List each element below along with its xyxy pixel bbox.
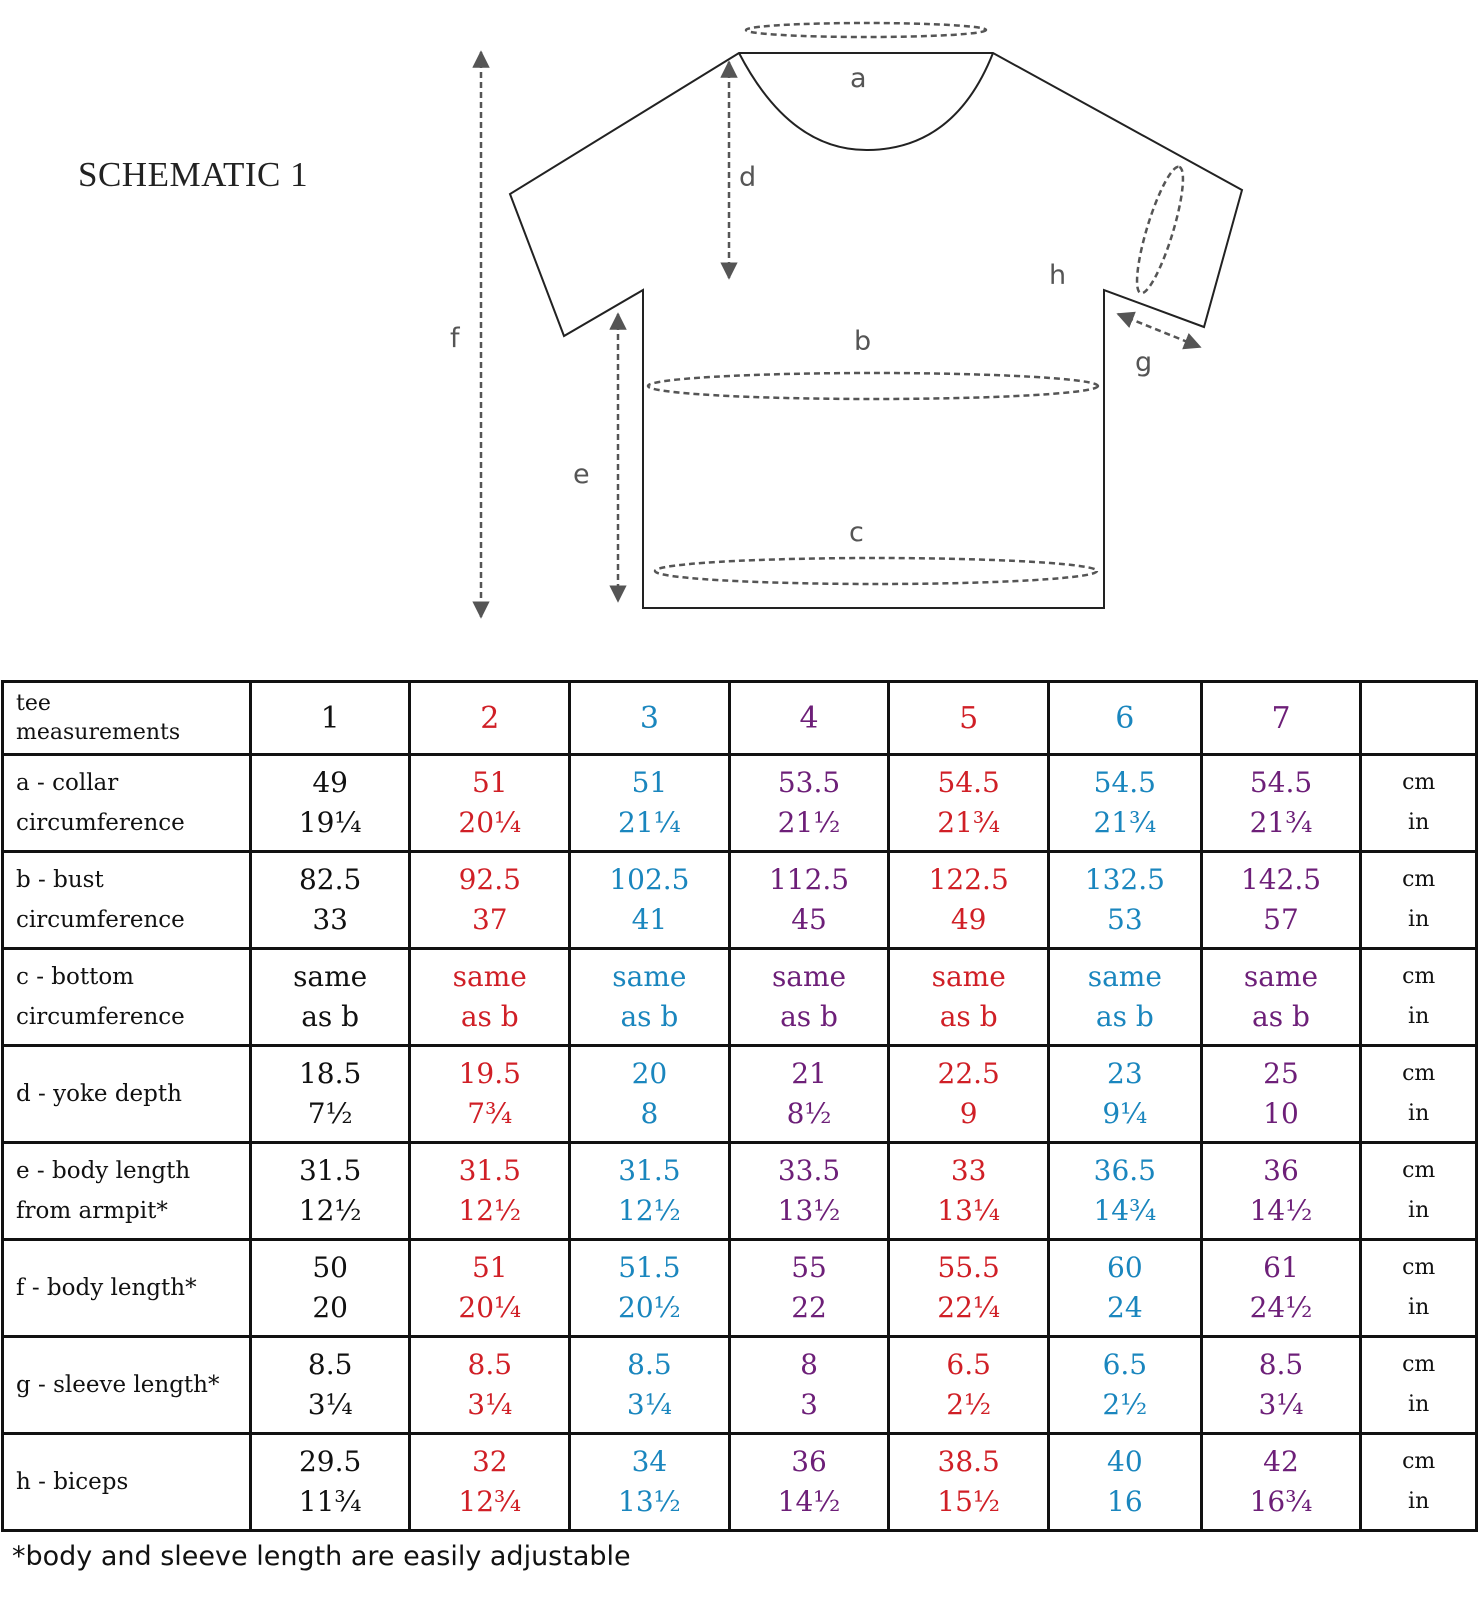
value-cell-size-7	[1201, 1240, 1361, 1337]
value-cell-size-4	[729, 852, 889, 949]
unit-cm: cm	[1402, 867, 1436, 892]
unit-in: in	[1408, 1004, 1430, 1029]
unit-cm: cm	[1402, 1158, 1436, 1183]
value-cell-size-1	[250, 755, 410, 852]
row-label-cell	[3, 1240, 251, 1337]
table-row	[3, 852, 1477, 949]
cm-value: 20	[631, 1057, 668, 1090]
unit-in: in	[1408, 907, 1430, 932]
value-cell-size-6	[1049, 1434, 1202, 1531]
value-cell-size-7	[1201, 755, 1361, 852]
cm-value: 36	[1263, 1154, 1299, 1187]
size-header-2	[410, 682, 570, 755]
in-value: 13¼	[937, 1194, 1001, 1227]
in-value: 21¼	[618, 806, 681, 839]
in-value: 20	[312, 1291, 348, 1324]
in-value: 3¼	[307, 1388, 353, 1421]
value-cell-size-1	[250, 1434, 410, 1531]
value-cell-size-4	[729, 1337, 889, 1434]
row-label-cell	[3, 755, 251, 852]
in-value: 14½	[777, 1485, 841, 1518]
cm-value: 42	[1263, 1445, 1299, 1478]
tee-outline	[510, 53, 1242, 608]
value-cell-size-6	[1049, 1240, 1202, 1337]
value-cell-size-4	[729, 949, 889, 1046]
cm-value: 31.5	[618, 1154, 681, 1187]
cm-value: 92.5	[458, 863, 521, 896]
row-label-line: circumference	[16, 810, 185, 836]
value-cell-size-3	[570, 1434, 730, 1531]
row-label-line: b - bust	[16, 867, 104, 893]
value-cell-size-2	[410, 852, 570, 949]
cm-value: 31.5	[298, 1154, 362, 1187]
cm-value: 8	[800, 1348, 818, 1381]
in-value: 2½	[946, 1388, 992, 1421]
in-value: 57	[1263, 903, 1299, 936]
units-header-cell	[1361, 682, 1477, 755]
in-value: as b	[1252, 1000, 1310, 1033]
cm-value: 25	[1263, 1057, 1299, 1090]
unit-in: in	[1408, 1489, 1430, 1514]
value-cell-size-7	[1201, 949, 1361, 1046]
value-cell-size-2	[410, 1143, 570, 1240]
row-label-line: a - collar	[16, 770, 119, 796]
in-value: 12½	[618, 1194, 681, 1227]
size-header-3	[570, 682, 730, 755]
value-cell-size-7	[1201, 1046, 1361, 1143]
table-row	[3, 1143, 1477, 1240]
in-value: 9	[959, 1097, 978, 1130]
cm-value: same	[1243, 960, 1319, 993]
cm-value: 38.5	[937, 1445, 1000, 1478]
label-e: e	[573, 459, 590, 490]
value-cell-size-6	[1049, 852, 1202, 949]
cm-value: 142.5	[1240, 863, 1322, 896]
in-value: 10	[1263, 1097, 1299, 1130]
table-row	[3, 1046, 1477, 1143]
value-cell-size-6	[1049, 1143, 1202, 1240]
units-cell	[1361, 949, 1477, 1046]
value-cell-size-5	[889, 1046, 1049, 1143]
value-cell-size-6	[1049, 1337, 1202, 1434]
value-cell-size-6	[1049, 1046, 1202, 1143]
cm-value: 8.5	[1258, 1348, 1304, 1381]
in-value: 9¼	[1102, 1097, 1148, 1130]
cm-value: 36	[791, 1445, 827, 1478]
units-cell	[1361, 1240, 1477, 1337]
row-label-cell	[3, 1143, 251, 1240]
value-cell-size-5	[889, 1240, 1049, 1337]
value-cell-size-5	[889, 1337, 1049, 1434]
cm-value: 102.5	[609, 863, 690, 896]
unit-cm: cm	[1402, 770, 1436, 795]
cm-value: 60	[1107, 1251, 1143, 1284]
unit-in: in	[1408, 1392, 1430, 1417]
label-g: g	[1135, 347, 1153, 378]
size-header-5	[889, 682, 1049, 755]
bust-measure-ellipse	[648, 373, 1098, 399]
measurements-table	[1, 680, 1478, 1532]
in-value: 24	[1107, 1291, 1143, 1324]
value-cell-size-2	[410, 1434, 570, 1531]
unit-cm: cm	[1402, 964, 1436, 989]
cm-value: 61	[1263, 1251, 1299, 1284]
in-value: 3¼	[1258, 1388, 1304, 1421]
in-value: 37	[471, 903, 508, 936]
units-cell	[1361, 1434, 1477, 1531]
unit-in: in	[1408, 1295, 1430, 1320]
cm-value: same	[612, 960, 687, 993]
size-number: 1	[320, 700, 340, 736]
units-cell	[1361, 852, 1477, 949]
value-cell-size-5	[889, 1434, 1049, 1531]
value-cell-size-4	[729, 1046, 889, 1143]
row-label-line: e - body length	[16, 1158, 191, 1184]
value-cell-size-5	[889, 852, 1049, 949]
size-header-4	[729, 682, 889, 755]
schematic-title: SCHEMATIC 1	[78, 155, 309, 194]
in-value: 33	[312, 903, 348, 936]
table-row	[3, 1240, 1477, 1337]
value-cell-size-1	[250, 949, 410, 1046]
table-header-row	[3, 682, 1477, 755]
in-value: 53	[1107, 903, 1143, 936]
in-value: as b	[620, 1000, 679, 1033]
in-value: 41	[631, 903, 668, 936]
cm-value: 55.5	[937, 1251, 1000, 1284]
label-c: c	[849, 517, 864, 548]
table-row	[3, 1434, 1477, 1531]
in-value: 15½	[937, 1485, 1001, 1518]
collar-measure-ellipse	[746, 23, 986, 37]
label-a: a	[850, 63, 867, 94]
value-cell-size-3	[570, 949, 730, 1046]
in-value: as b	[939, 1000, 998, 1033]
row-label-line: h - biceps	[16, 1469, 129, 1495]
in-value: 8½	[786, 1097, 832, 1130]
cm-value: 36.5	[1093, 1154, 1156, 1187]
footnote: *body and sleeve length are easily adjustable	[12, 1541, 631, 1572]
row-label-line: g - sleeve length*	[16, 1372, 220, 1398]
row-label-cell	[3, 1434, 251, 1531]
value-cell-size-6	[1049, 949, 1202, 1046]
in-value: 49	[950, 903, 987, 936]
cm-value: 21	[791, 1057, 827, 1090]
in-value: as b	[780, 1000, 838, 1033]
in-value: 2½	[1102, 1388, 1148, 1421]
cm-value: 122.5	[928, 863, 1009, 896]
unit-in: in	[1408, 1198, 1430, 1223]
header-label-line: measurements	[16, 720, 181, 745]
value-cell-size-3	[570, 1337, 730, 1434]
table-row	[3, 755, 1477, 852]
row-label-line: d - yoke depth	[16, 1081, 182, 1107]
cm-value: 54.5	[1093, 766, 1156, 799]
cm-value: same	[1087, 960, 1162, 993]
cm-value: same	[293, 960, 368, 993]
cm-value: 54.5	[937, 766, 1000, 799]
value-cell-size-7	[1201, 1434, 1361, 1531]
cm-value: same	[771, 960, 847, 993]
size-header-6	[1049, 682, 1202, 755]
label-f: f	[450, 323, 460, 354]
cm-value: 22.5	[937, 1057, 1000, 1090]
row-label-line: c - bottom	[16, 964, 134, 990]
in-value: 20½	[618, 1291, 681, 1324]
value-cell-size-4	[729, 755, 889, 852]
units-cell	[1361, 1046, 1477, 1143]
value-cell-size-2	[410, 949, 570, 1046]
value-cell-size-3	[570, 1143, 730, 1240]
unit-cm: cm	[1402, 1061, 1436, 1086]
biceps-measure-ellipse	[1128, 163, 1191, 297]
in-value: as b	[301, 1000, 360, 1033]
label-b: b	[854, 326, 872, 357]
in-value: 12¾	[458, 1485, 522, 1518]
size-header-1	[250, 682, 410, 755]
in-value: 20¼	[458, 806, 522, 839]
cm-value: 32	[471, 1445, 508, 1478]
cm-value: same	[452, 960, 527, 993]
label-d: d	[739, 162, 757, 193]
cm-value: 82.5	[298, 863, 362, 896]
unit-in: in	[1408, 1101, 1430, 1126]
size-number: 6	[1115, 700, 1135, 736]
row-label-line: from armpit*	[16, 1198, 168, 1224]
in-value: 20¼	[458, 1291, 522, 1324]
value-cell-size-1	[250, 1240, 410, 1337]
cm-value: 132.5	[1084, 863, 1165, 896]
unit-cm: cm	[1402, 1255, 1436, 1280]
cm-value: 40	[1107, 1445, 1143, 1478]
cm-value: 8.5	[467, 1348, 513, 1381]
in-value: 24½	[1249, 1291, 1313, 1324]
sleeve-length-arrow	[1118, 314, 1200, 347]
unit-cm: cm	[1402, 1449, 1436, 1474]
in-value: 7½	[307, 1097, 353, 1130]
row-label-line: circumference	[16, 907, 185, 933]
size-number: 2	[480, 700, 500, 736]
cm-value: 50	[312, 1251, 348, 1284]
in-value: 21¾	[1249, 806, 1313, 839]
header-label-line: tee	[16, 691, 51, 716]
size-number: 3	[639, 700, 659, 736]
cm-value: 33.5	[777, 1154, 841, 1187]
cm-value: 34	[631, 1445, 668, 1478]
in-value: 13½	[618, 1485, 681, 1518]
cm-value: 19.5	[458, 1057, 521, 1090]
unit-cm: cm	[1402, 1352, 1436, 1377]
table-row	[3, 1337, 1477, 1434]
label-h: h	[1049, 260, 1067, 291]
units-cell	[1361, 1143, 1477, 1240]
table-row	[3, 949, 1477, 1046]
in-value: as b	[460, 1000, 519, 1033]
value-cell-size-2	[410, 1046, 570, 1143]
in-value: 19¼	[298, 806, 362, 839]
in-value: 21¾	[1093, 806, 1157, 839]
in-value: 14¾	[1093, 1194, 1157, 1227]
value-cell-size-5	[889, 1143, 1049, 1240]
cm-value: 51	[631, 766, 668, 799]
in-value: as b	[1095, 1000, 1154, 1033]
row-label-cell	[3, 852, 251, 949]
cm-value: 18.5	[298, 1057, 362, 1090]
in-value: 3¼	[626, 1388, 672, 1421]
cm-value: 51	[471, 1251, 508, 1284]
cm-value: 49	[312, 766, 348, 799]
size-number: 4	[799, 700, 819, 736]
value-cell-size-4	[729, 1143, 889, 1240]
in-value: 3¼	[467, 1388, 513, 1421]
in-value: 16¾	[1249, 1485, 1313, 1518]
cm-value: 53.5	[777, 766, 841, 799]
in-value: 16	[1107, 1485, 1143, 1518]
value-cell-size-4	[729, 1240, 889, 1337]
in-value: 3	[800, 1388, 818, 1421]
cm-value: 55	[791, 1251, 827, 1284]
value-cell-size-3	[570, 1240, 730, 1337]
value-cell-size-4	[729, 1434, 889, 1531]
cm-value: 29.5	[298, 1445, 362, 1478]
value-cell-size-6	[1049, 755, 1202, 852]
value-cell-size-5	[889, 949, 1049, 1046]
size-number: 7	[1271, 700, 1291, 736]
value-cell-size-3	[570, 755, 730, 852]
cm-value: 6.5	[1102, 1348, 1148, 1381]
cm-value: 51	[471, 766, 508, 799]
unit-in: in	[1408, 810, 1430, 835]
row-label-line: circumference	[16, 1004, 185, 1030]
value-cell-size-7	[1201, 852, 1361, 949]
value-cell-size-1	[250, 1337, 410, 1434]
value-cell-size-1	[250, 1046, 410, 1143]
size-number: 5	[959, 700, 979, 736]
size-header-7	[1201, 682, 1361, 755]
cm-value: 8.5	[307, 1348, 353, 1381]
units-cell	[1361, 755, 1477, 852]
value-cell-size-1	[250, 1143, 410, 1240]
in-value: 12½	[458, 1194, 522, 1227]
row-label-line: f - body length*	[16, 1275, 197, 1301]
header-label-cell	[3, 682, 251, 755]
in-value: 14½	[1249, 1194, 1313, 1227]
value-cell-size-2	[410, 755, 570, 852]
row-label-cell	[3, 949, 251, 1046]
in-value: 7¾	[467, 1097, 513, 1130]
value-cell-size-2	[410, 1240, 570, 1337]
in-value: 45	[791, 903, 827, 936]
in-value: 13½	[777, 1194, 841, 1227]
in-value: 21½	[777, 806, 841, 839]
tee-schematic	[0, 0, 1478, 640]
value-cell-size-2	[410, 1337, 570, 1434]
cm-value: 33	[950, 1154, 987, 1187]
in-value: 21¾	[937, 806, 1001, 839]
value-cell-size-3	[570, 1046, 730, 1143]
units-cell	[1361, 1337, 1477, 1434]
row-label-cell	[3, 1337, 251, 1434]
cm-value: same	[931, 960, 1006, 993]
row-label-cell	[3, 1046, 251, 1143]
cm-value: 112.5	[768, 863, 850, 896]
value-cell-size-7	[1201, 1143, 1361, 1240]
value-cell-size-3	[570, 852, 730, 949]
value-cell-size-5	[889, 755, 1049, 852]
cm-value: 51.5	[618, 1251, 681, 1284]
cm-value: 31.5	[458, 1154, 521, 1187]
bottom-measure-ellipse	[655, 558, 1097, 584]
value-cell-size-7	[1201, 1337, 1361, 1434]
in-value: 22¼	[937, 1291, 1001, 1324]
cm-value: 23	[1107, 1057, 1143, 1090]
cm-value: 54.5	[1249, 766, 1313, 799]
cm-value: 8.5	[627, 1348, 672, 1381]
in-value: 12½	[298, 1194, 362, 1227]
in-value: 8	[640, 1097, 659, 1130]
in-value: 11¾	[298, 1485, 362, 1518]
value-cell-size-1	[250, 852, 410, 949]
cm-value: 6.5	[946, 1348, 991, 1381]
in-value: 22	[791, 1291, 827, 1324]
